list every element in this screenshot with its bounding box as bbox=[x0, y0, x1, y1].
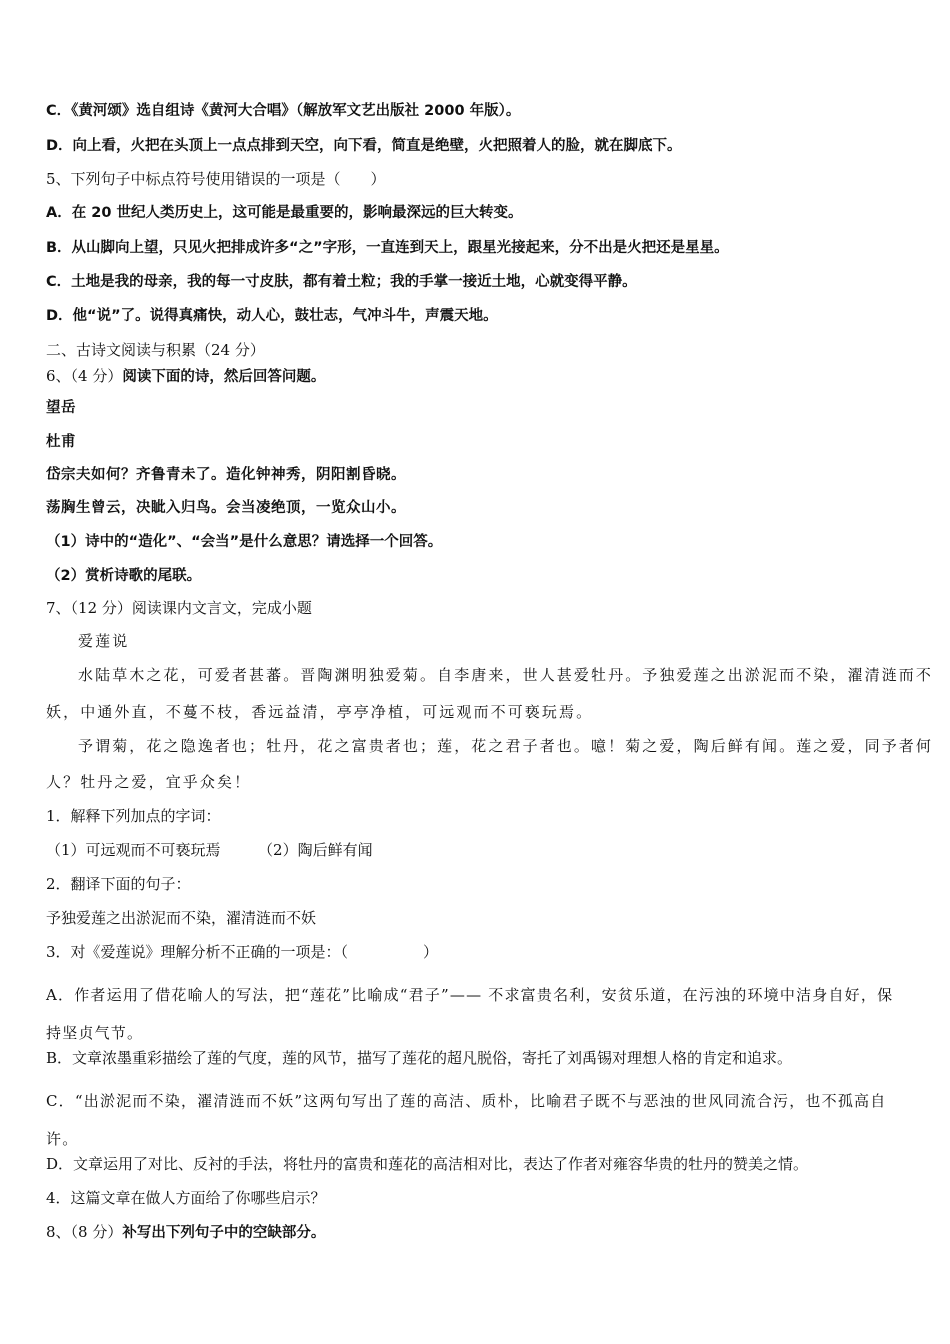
poem-title: 望岳 bbox=[46, 400, 76, 416]
q7-sub2-stem: 2．翻译下面的句子： bbox=[46, 875, 191, 893]
q8-instruction: 补写出下列句子中的空缺部分。 bbox=[122, 1225, 326, 1241]
q8-prefix: 8、（8 分） bbox=[46, 1223, 123, 1241]
passage-para2-line2: 人？牡丹之爱，宜乎众矣！ bbox=[46, 773, 252, 791]
q7-sub3-option-d: D．文章运用了对比、反衬的手法，将牡丹的富贵和莲花的高洁相对比，表达了作者对雍容华贵的牡丹的赞美之情。 bbox=[46, 1155, 809, 1173]
passage-para2-line1: 予谓菊，花之隐逸者也；牡丹，花之富贵者也；莲，花之君子者也。噫！菊之爱，陶后鲜有闻。莲之爱，同予者何 bbox=[78, 737, 934, 755]
q7-stem: 7、（12 分）阅读课内文言文，完成小题 bbox=[46, 599, 312, 617]
q7-sub3-option-c: C．“出淤泥而不染，濯清涟而不妖”这两句写出了莲的高洁、质朴，比喻君子既不与恶浊的世风同流合污，也不孤高自许。 bbox=[46, 1092, 887, 1148]
q4-option-c: C．《黄河颂》选自组诗《黄河大合唱》（解放军文艺出版社 2000 年版）。 bbox=[46, 103, 521, 119]
poem-author: 杜甫 bbox=[46, 434, 76, 450]
q7-sub3-stem: 3．对《爱莲说》理解分析不正确的一项是：（ ） bbox=[46, 943, 439, 961]
q5-option-c: C．土地是我的母亲，我的每一寸皮肤，都有着土粒；我的手掌一接近土地，心就变得平静。 bbox=[46, 274, 637, 290]
poem-line-1: 岱宗夫如何？齐鲁青未了。造化钟神秀，阴阳割昏晓。 bbox=[46, 467, 406, 483]
q6-sub-2: （2）赏析诗歌的尾联。 bbox=[46, 568, 202, 584]
q6-instruction: 阅读下面的诗，然后回答问题。 bbox=[122, 369, 326, 385]
passage-para1-line1: 水陆草木之花，可爱者甚蕃。晋陶渊明独爱菊。自李唐来，世人甚爱牡丹。予独爱莲之出淤泥而不染，濯清涟而不 bbox=[78, 666, 934, 684]
q5-option-d: D．他“说”了。说得真痛快，动人心，鼓壮志，气冲斗牛，声震天地。 bbox=[46, 308, 498, 324]
q5-option-a: A．在 20 世纪人类历史上，这可能是最重要的，影响最深远的巨大转变。 bbox=[46, 205, 523, 221]
q7-sub1-stem: 1．解释下列加点的字词： bbox=[46, 807, 221, 825]
q5-stem: 5、下列句子中标点符号使用错误的一项是（ ） bbox=[46, 170, 386, 188]
q4-option-d: D．向上看，火把在头顶上一点点排到天空，向下看，简直是绝壁，火把照着人的脸，就在脚底下。 bbox=[46, 138, 682, 154]
q7-sub1-items: （1）可远观而不可亵玩焉 （2）陶后鲜有闻 bbox=[46, 841, 373, 859]
q7-sub4-stem: 4．这篇文章在做人方面给了你哪些启示？ bbox=[46, 1189, 326, 1207]
q5-option-b: B．从山脚向上望，只见火把排成许多“之”字形，一直连到天上，跟星光接起来，分不出是火把还是星星。 bbox=[46, 240, 729, 256]
q8-stem bbox=[46, 1222, 325, 1243]
q7-sub3-option-a: A．作者运用了借花喻人的写法，把“莲花”比喻成“君子”—— 不求富贵名利，安贫乐道，在污浊的环境中洁身自好，保持坚贞气节。 bbox=[46, 986, 894, 1042]
text-title: 爱莲说 bbox=[78, 632, 130, 650]
q6-stem bbox=[46, 366, 325, 387]
poem-line-2: 荡胸生曾云，决眦入归鸟。会当凌绝顶，一览众山小。 bbox=[46, 500, 406, 516]
section-2-heading: 二、古诗文阅读与积累（24 分） bbox=[46, 341, 265, 359]
q6-sub-1: （1）诗中的“造化”、“会当”是什么意思？请选择一个回答。 bbox=[46, 534, 443, 550]
q6-prefix: 6、（4 分） bbox=[46, 367, 123, 385]
q7-sub2-sentence: 予独爱莲之出淤泥而不染，濯清涟而不妖 bbox=[46, 909, 317, 927]
q7-sub3-option-b: B．文章浓墨重彩描绘了莲的气度，莲的风节，描写了莲花的超凡脱俗，寄托了刘禹锡对理想人格的肯定和追求。 bbox=[46, 1049, 793, 1067]
passage-para1-line2: 妖，中通外直，不蔓不枝，香远益清，亭亭净植，可远观而不可亵玩焉。 bbox=[46, 703, 594, 721]
